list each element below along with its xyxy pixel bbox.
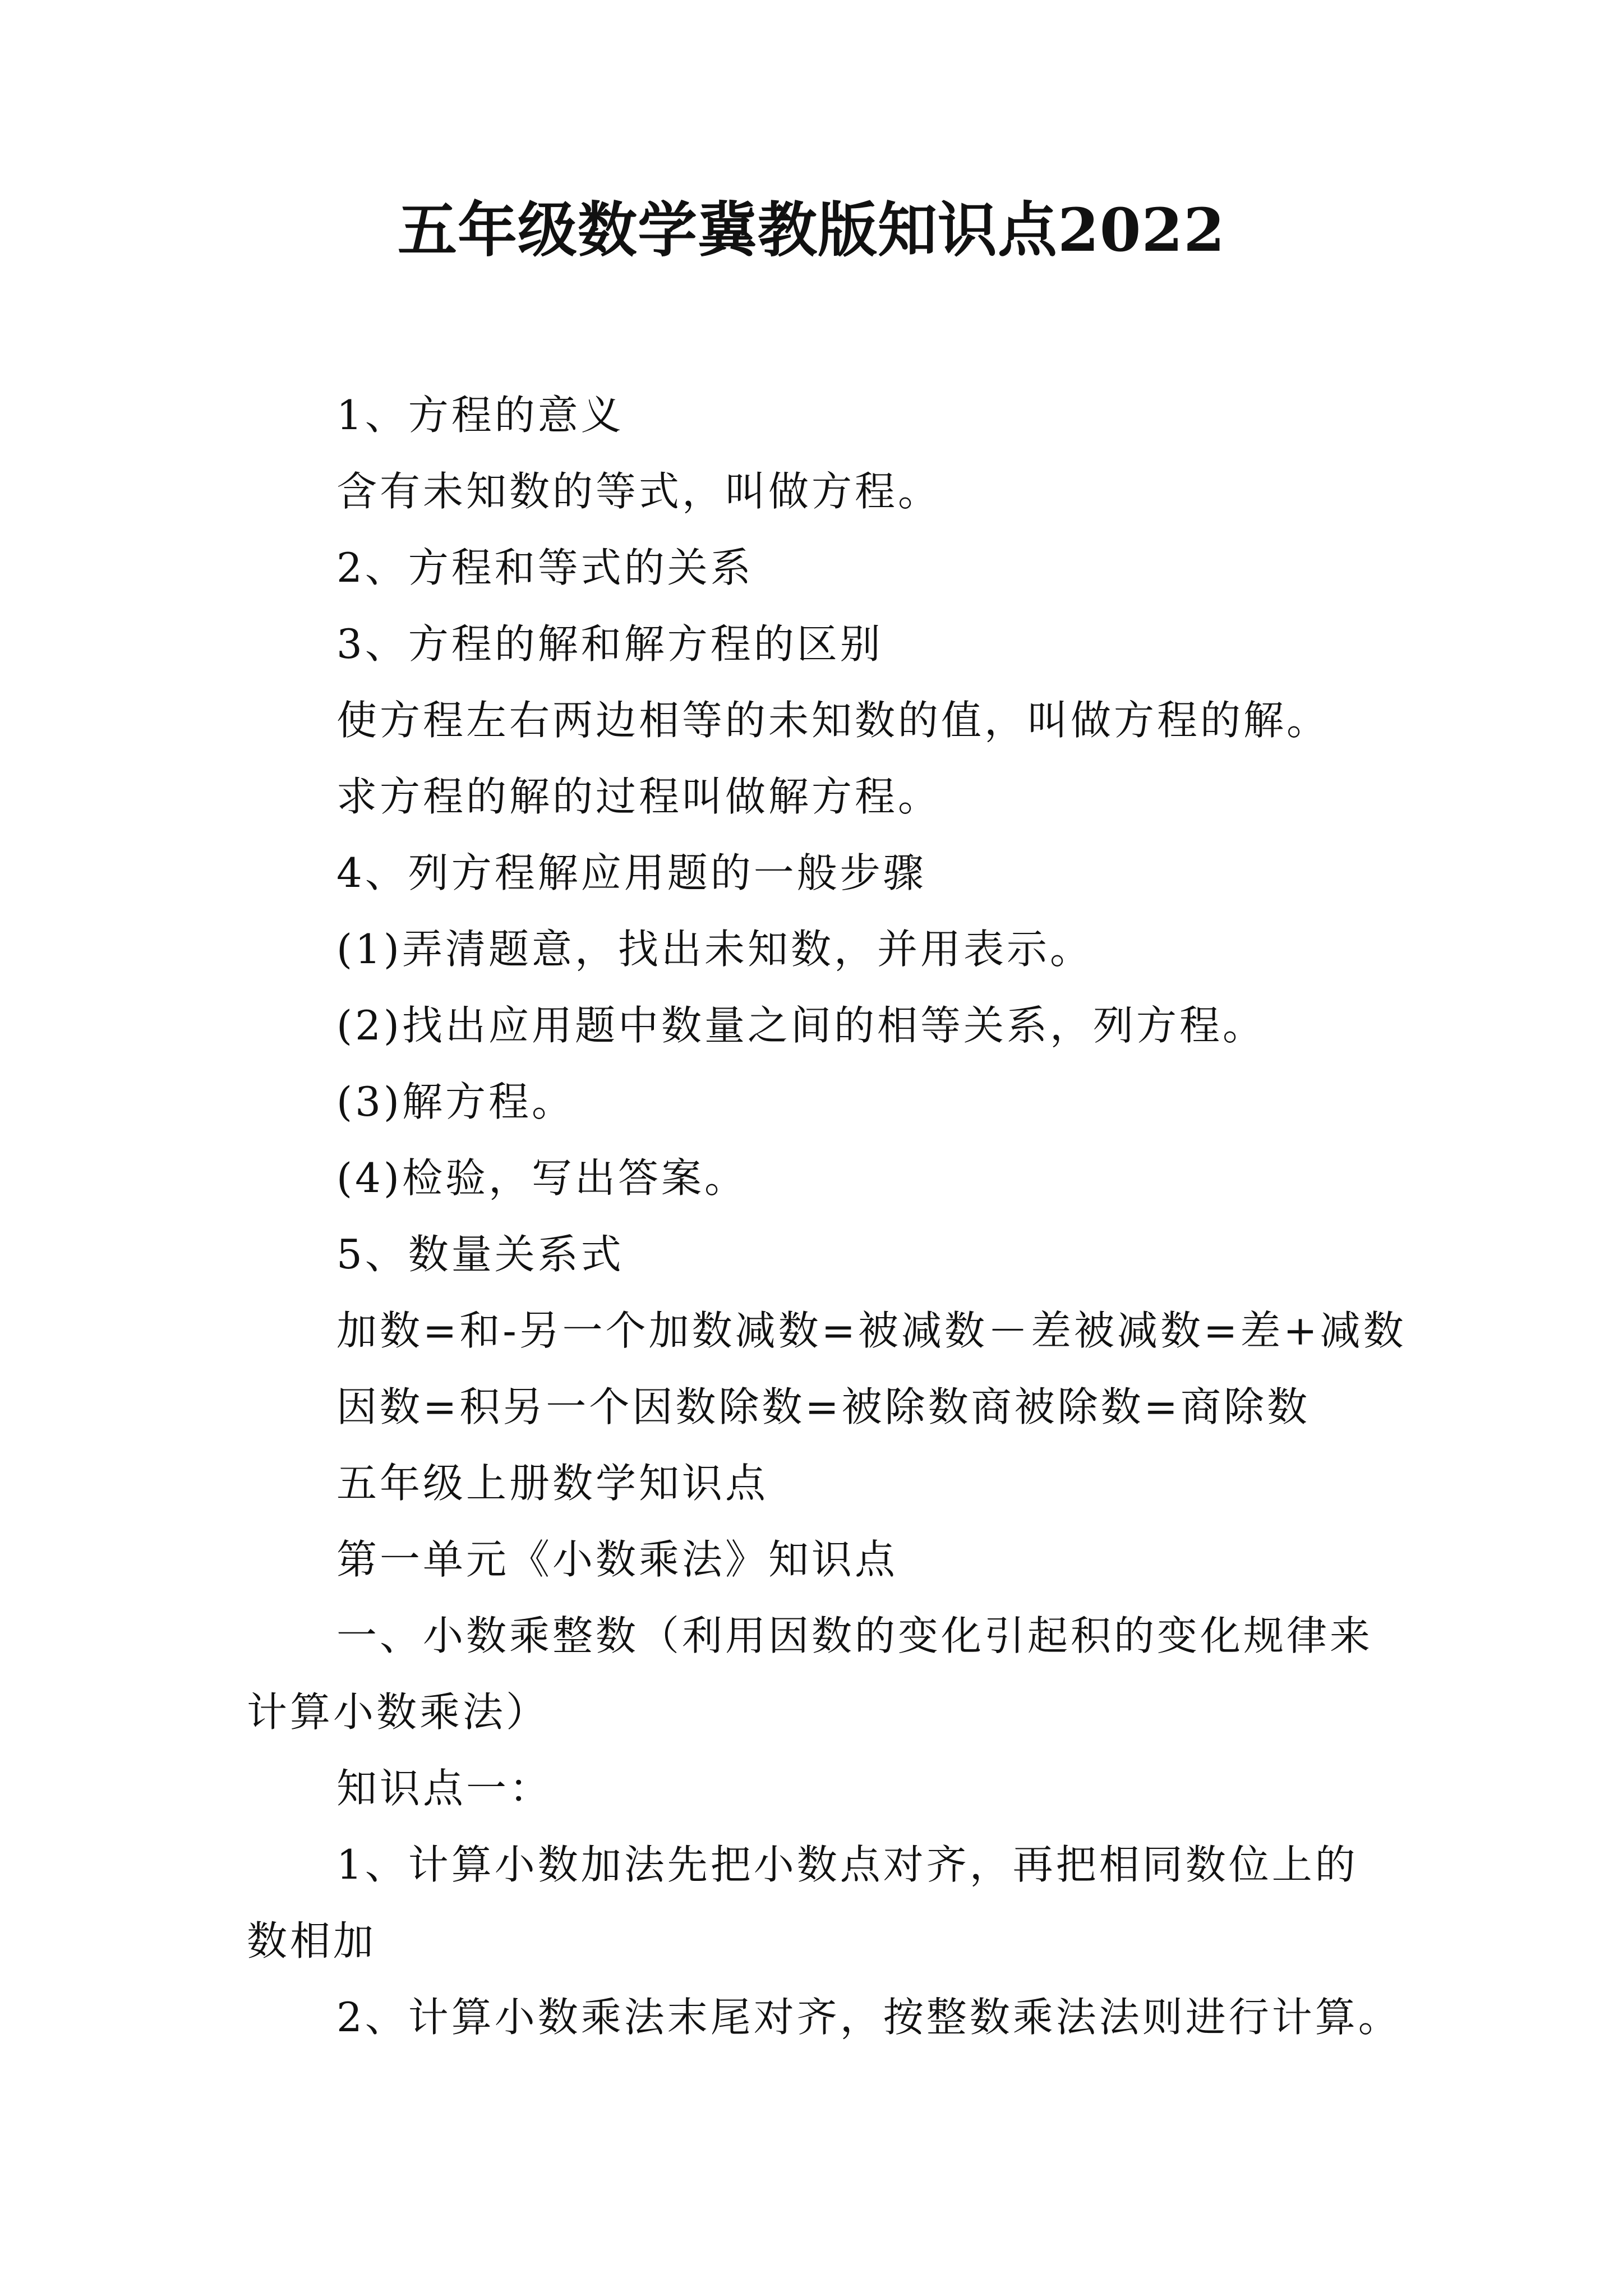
line-15: 五年级上册数学知识点	[336, 1460, 769, 1507]
line-20: 1、计算小数加法先把小数点对齐，再把相同数位上的	[336, 1841, 1358, 1888]
line-18: 计算小数乘法）	[247, 1688, 550, 1736]
line-8: (1)弄清题意，找出未知数，并用表示。	[336, 926, 1093, 973]
line-2: 含有未知数的等式，叫做方程。	[336, 468, 942, 515]
line-17: 一、小数乘整数（利用因数的变化引起积的变化规律来	[336, 1612, 1373, 1659]
line-14: 因数=积另一个因数除数=被除数商被除数=商除数	[336, 1383, 1310, 1430]
line-4: 3、方程的解和解方程的区别	[336, 620, 883, 668]
line-1: 1、方程的意义	[336, 392, 624, 439]
line-13: 加数=和-另一个加数减数=被减数－差被减数=差+减数	[336, 1307, 1407, 1354]
line-3: 2、方程和等式的关系	[336, 544, 754, 591]
page-title: 五年级数学冀教版知识点2022	[397, 195, 1226, 265]
line-12: 5、数量关系式	[336, 1231, 624, 1278]
line-19: 知识点一：	[336, 1765, 553, 1812]
line-16: 第一单元《小数乘法》知识点	[336, 1536, 898, 1583]
line-5: 使方程左右两边相等的未知数的值，叫做方程的解。	[336, 697, 1330, 744]
line-6: 求方程的解的过程叫做解方程。	[336, 773, 942, 820]
line-22: 2、计算小数乘法末尾对齐，按整数乘法法则进行计算。	[336, 1994, 1401, 2041]
line-21: 数相加	[247, 1917, 377, 1964]
line-10: (3)解方程。	[336, 1078, 575, 1125]
line-7: 4、列方程解应用题的一般步骤	[336, 849, 926, 896]
line-9: (2)找出应用题中数量之间的相等关系，列方程。	[336, 1002, 1266, 1049]
line-11: (4)检验，写出答案。	[336, 1154, 748, 1202]
